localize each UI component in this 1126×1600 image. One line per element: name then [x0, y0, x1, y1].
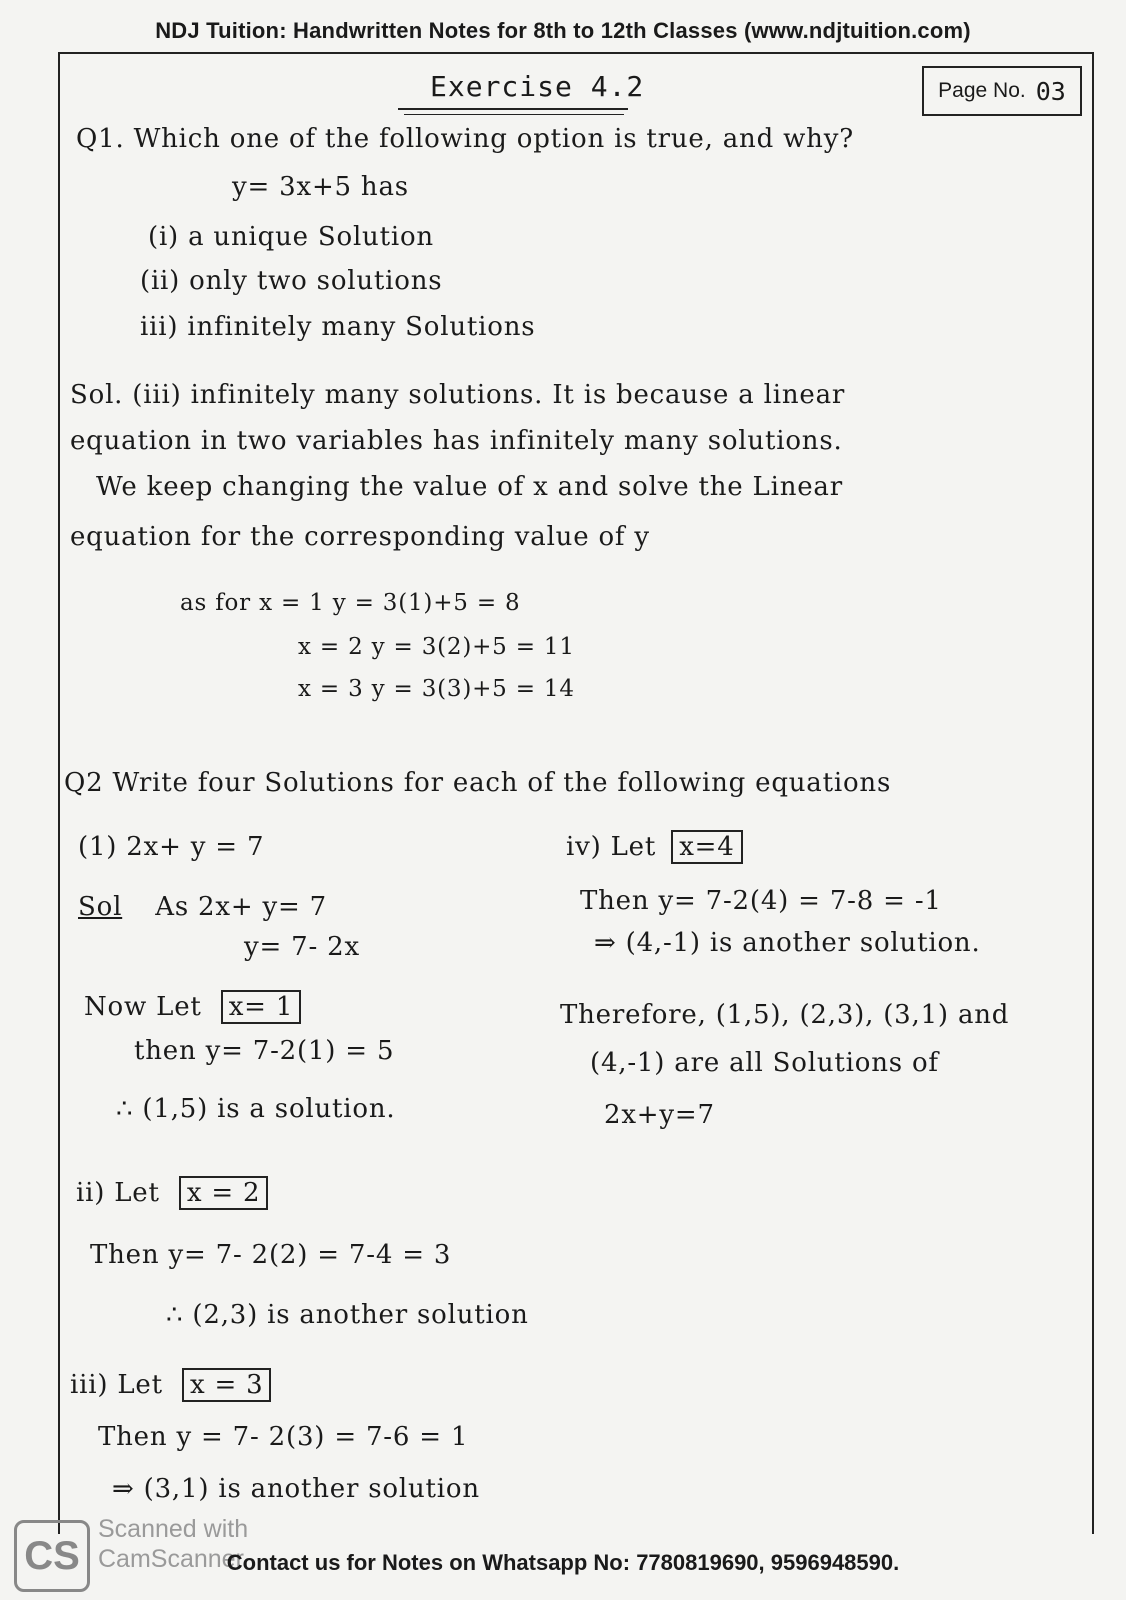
page-header: NDJ Tuition: Handwritten Notes for 8th to 12th Classes (www.ndjtuition.com) — [155, 18, 971, 43]
x2-box: x = 2 — [179, 1176, 269, 1210]
ii-let-line — [76, 1178, 268, 1208]
q1-equation: y= 3x+5 has — [232, 172, 409, 202]
exercise-title: Exercise 4.2 — [430, 70, 645, 103]
q1-solution-line-1: Sol. (iii) infinitely many solutions. It is because a linear — [70, 380, 846, 410]
page-label: Page No. — [938, 79, 1026, 102]
title-underline — [398, 108, 628, 110]
q2-question: Q2 Write four Solutions for each of the following equations — [64, 768, 892, 798]
iv-let: iv) Let — [566, 832, 657, 862]
x3-box: x = 3 — [182, 1368, 272, 1402]
page-footer: Contact us for Notes on Whatsapp No: 7780819690, 9596948590. — [226, 1550, 900, 1575]
q2-part-1: (1) 2x+ y = 7 — [78, 832, 265, 862]
q1-option-1: (i) a unique Solution — [148, 222, 434, 252]
result-2: ∴ (2,3) is another solution — [166, 1300, 529, 1330]
then-4: Then y= 7-2(4) = 7-8 = -1 — [580, 886, 942, 916]
q1-option-3: iii) infinitely many Solutions — [140, 312, 536, 342]
conclusion-3: 2x+y=7 — [604, 1100, 715, 1130]
iii-let: iii) Let — [70, 1370, 163, 1400]
x4-box: x=4 — [671, 830, 742, 864]
result-1: ∴ (1,5) is a solution. — [116, 1094, 396, 1124]
result-3: ⇒ (3,1) is another solution — [112, 1474, 480, 1504]
q1-option-2: (ii) only two solutions — [140, 266, 443, 296]
q1-calc-1: as for x = 1 y = 3(1)+5 = 8 — [180, 590, 521, 616]
q1-question: Q1. Which one of the following option is true, and why? — [76, 124, 854, 154]
iii-let-line — [70, 1370, 271, 1400]
then-3: Then y = 7- 2(3) = 7-6 = 1 — [98, 1422, 469, 1452]
now-let-line — [84, 992, 301, 1022]
q1-solution-line-4: equation for the corresponding value of y — [70, 522, 650, 552]
result-4: ⇒ (4,-1) is another solution. — [594, 928, 981, 958]
title-underline-2 — [404, 114, 624, 115]
q1-calc-2: x = 2 y = 3(2)+5 = 11 — [298, 634, 575, 660]
scanner-line-1: Scanned with — [98, 1515, 249, 1543]
ii-let: ii) Let — [76, 1178, 160, 1208]
conclusion-2: (4,-1) are all Solutions of — [590, 1048, 939, 1078]
sol-line-1: As 2x+ y= 7 — [155, 892, 327, 922]
camscanner-logo-icon: CS — [14, 1520, 90, 1592]
q1-solution-line-3: We keep changing the value of x and solve the Linear — [96, 472, 843, 502]
x1-box: x= 1 — [221, 990, 301, 1024]
scanner-line-2: CamScanner — [98, 1545, 244, 1573]
page-number: 03 — [1035, 76, 1066, 106]
now-let: Now Let — [84, 992, 202, 1022]
sol-line-2: y= 7- 2x — [244, 932, 360, 962]
q1-solution-line-2: equation in two variables has infinitely many solutions. — [70, 426, 843, 456]
then-1: then y= 7-2(1) = 5 — [134, 1036, 395, 1066]
conclusion-1: Therefore, (1,5), (2,3), (3,1) and — [560, 1000, 1010, 1030]
then-2: Then y= 7- 2(2) = 7-4 = 3 — [90, 1240, 452, 1270]
sol-label: Sol — [78, 892, 123, 922]
q1-calc-3: x = 3 y = 3(3)+5 = 14 — [298, 676, 575, 702]
q2-sol-block — [78, 892, 327, 922]
page-number-box — [922, 66, 1082, 116]
iv-let-line — [566, 832, 743, 862]
